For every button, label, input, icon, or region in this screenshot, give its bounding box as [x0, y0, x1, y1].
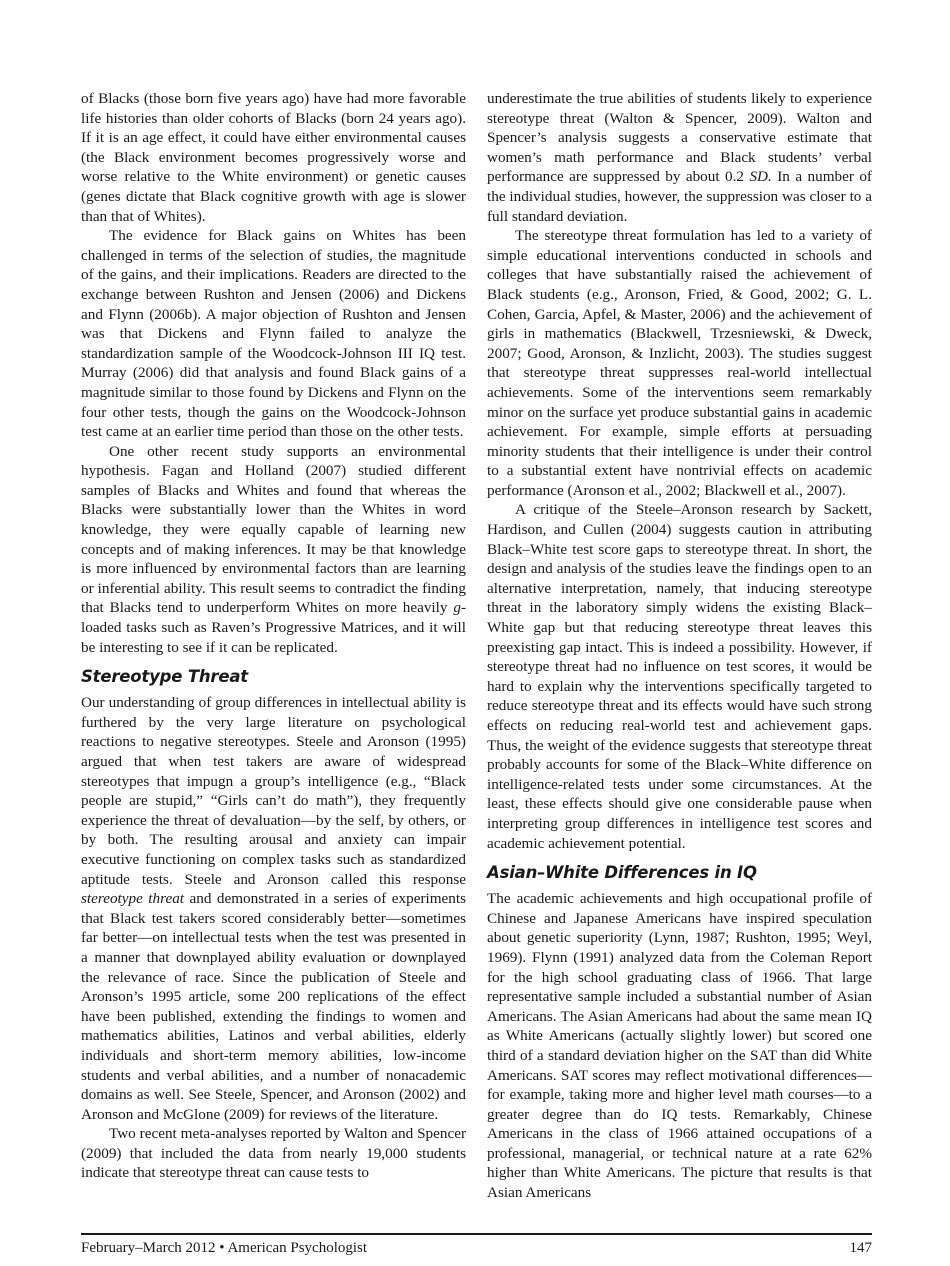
- footer-divider: [81, 1233, 872, 1235]
- text-run: Our understanding of group differences in intellectual ability is furthered by the very large literature on psychological reactions to negative stereotypes. Steele and Aronson (1995) argued that when test takers are aware of widespread stereotypes that impugn a group’s intelligence (e.g., “Black people are stupid,” “Girls can’t do math”), they frequently experience the threat of devaluation—by the self, by others, or by both. The resulting arousal and anxiety can impair executive functioning on complex tasks such as standardized aptitude tests. Steele and Aronson called this response: [81, 694, 466, 888]
- right-column: [487, 89, 872, 1203]
- section-heading-asian-white: Asian–White Differences in IQ: [487, 863, 757, 883]
- paragraph: of Blacks (those born five years ago) have had more favorable life histories than older cohorts of Blacks (born 24 years ago). If it is an age effect, it could have either environmental causes (the Black environment becomes progressively worse and worse relative to the White environment) or genetic causes (genes dictate that Black cognitive growth with age is slower than that of Whites).: [81, 90, 466, 225]
- text-run: -loaded tasks such as Raven’s Progressive Matrices, and it will be interesting to see if it can be replicated.: [81, 599, 466, 656]
- paragraph: [81, 442, 466, 658]
- left-column: [81, 89, 466, 1183]
- text-run: underestimate the true abilities of students likely to experience stereotype threat (Walton & Spencer, 2009). Walton and Spencer’s analysis suggests a conservative estimate that women’s math performance and Black students’ verbal performance are suppressed by about 0.2: [487, 90, 872, 186]
- paragraph: [487, 89, 872, 226]
- footer-journal: February–March 2012 • American Psychologist: [81, 1240, 368, 1256]
- paragraph: Two recent meta-analyses reported by Walton and Spencer (2009) that included the data from nearly 19,000 students indicate that stereotype threat can cause tests to: [81, 1125, 466, 1182]
- section-heading-stereotype-threat: Stereotype Threat: [81, 667, 248, 687]
- italic-term: g: [453, 599, 461, 617]
- paragraph: The academic achievements and high occupational profile of Chinese and Japanese Americans have inspired speculation about genetic superiority (Lynn, 1987; Rushton, 1995; Weyl, 1969). Flynn (1991) analyzed data from the Coleman Report for the high school graduating class of 1966. That large representative sample included a substantial number of Asian Americans. The Asian Americans had about the same mean IQ as White Americans (actually slightly lower) but scored one third of a standard deviation higher on the SAT than did White Americans. SAT scores may reflect motivational differences—for example, taking more and higher level math courses—to a greater degree than do IQ tests. Remarkably, Chinese Americans in the class of 1966 attained occupations of a professional, managerial, or technical nature at a rate 62% higher than White Americans. The picture that results is that Asian Americans: [487, 890, 872, 1202]
- italic-term: SD.: [749, 168, 772, 186]
- paragraph: The stereotype threat formulation has led to a variety of simple educational interventions conducted in schools and colleges that have substantially raised the achievement of Black students (e.g., Aronson, Fried, & Good, 2002; G. L. Cohen, Garcia, Apfel, & Master, 2006) and the achievement of girls in mathematics (Blackwell, Trzesniewski, & Dweck, 2007; Good, Aronson, & Inzlicht, 2003). The studies suggest that stereotype threat suppresses real-world intellectual achievements. Some of the interventions seem remarkably minor on the surface yet produce substantial gains in academic achievement. For example, simple efforts at persuading minority students that their intelligence is under their control to a substantial extent have nontrivial effects on academic performance (Aronson et al., 2002; Blackwell et al., 2007).: [487, 227, 872, 499]
- text-run: and demonstrated in a series of experiments that Black test takers scored considerably better—sometimes far better—on intellectual tests when the test was presented in a manner that downplayed ability evaluation or downplayed the relevance of race. Since the publication of Steele and Aronson’s 1995 article, some 200 replications of the effect have been published, extending the findings to women and mathematics abilities, Latinos and verbal abilities, elderly individuals and short-term memory abilities, low-income students and verbal abilities, and a number of nonacademic domains as well. See Steele, Spencer, and Aronson (2002) and Aronson and McGlone (2009) for reviews of the literature.: [81, 890, 467, 1123]
- text-run: One other recent study supports an environmental hypothesis. Fagan and Holland (2007) studied different samples of Blacks and Whites and found that whereas the Blacks were substantially lower than the Whites in word knowledge, they were equally capable of learning new concepts and of making inferences. It may be that knowledge is more influenced by environmental factors than are learning or inferential ability. This result seems to contradict the finding that Blacks tend to underperform Whites on more heavily: [81, 442, 466, 617]
- text-run: In a number of the individual studies, however, the suppression was closer to a full standard deviation.: [487, 168, 872, 225]
- paragraph: A critique of the Steele–Aronson research by Sackett, Hardison, and Cullen (2004) suggests caution in attributing Black–White test score gaps to stereotype threat. In short, the design and analysis of the studies leave the findings open to an alternative interpretation, namely, that inducing stereotype threat in the laboratory simply widens the existing Black–White gap but that reducing stereotype threat leaves this preexisting gap intact. This is indeed a possibility. However, if stereotype threat had no influence on test scores, it would be hard to explain why the interventions specifically targeted to reduce stereotype threat and its effects would have such strong effects on reducing real-world test and achievement gaps. Thus, the weight of the evidence suggests that stereotype threat probably accounts for some of the Black–White difference on intelligence-related tests under some circumstances. At the least, these effects should give one considerable pause when interpreting group differences in intelligence test scores and academic achievement potential.: [487, 501, 872, 852]
- italic-term: stereotype threat: [81, 890, 185, 908]
- paragraph: The evidence for Black gains on Whites has been challenged in terms of the selection of studies, the magnitude of the gains, and their implications. Readers are directed to the exchange between Rushton and Jensen (2006) and Dickens and Flynn (2006b). A major objection of Rushton and Jensen was that Dickens and Flynn failed to analyze the standardization sample of the Woodcock-Johnson III IQ test. Murray (2006) did that analysis and found Black gains of a magnitude similar to those found by Dickens and Flynn on the four other tests, though the gains on the Woodcock-Johnson test came at an earlier time period than those on the other tests.: [81, 227, 466, 441]
- page-number: 147: [849, 1240, 872, 1256]
- paragraph: [81, 693, 466, 1124]
